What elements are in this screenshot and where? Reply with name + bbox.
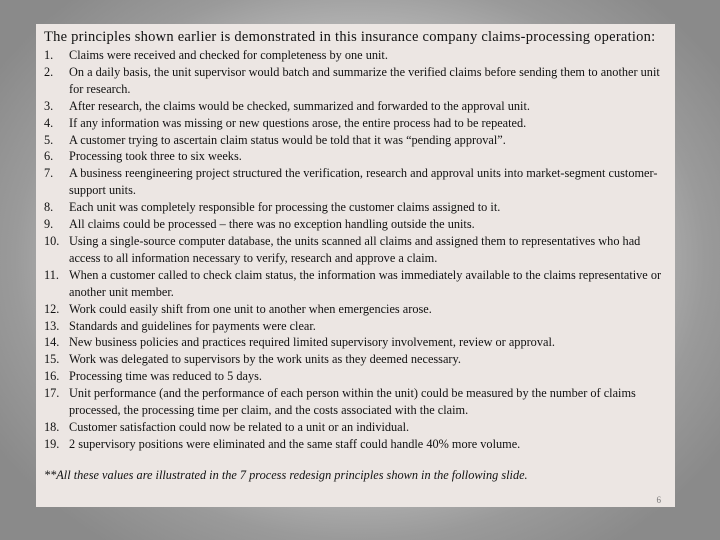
list-item-number: 14.: [44, 335, 60, 350]
list-item-number: 2.: [44, 64, 54, 79]
list-item: [44, 233, 675, 267]
list-item-text: Unit performance (and the performance of each person within the unit) could be measured by the number of claims processed, the processing time per claim, and the costs associated with the claim.: [69, 386, 636, 418]
list-item: [44, 98, 675, 115]
list-item-number: 9.: [44, 217, 54, 232]
list-item-text: Processing took three to six weeks.: [69, 149, 242, 164]
footnote: **All these values are illustrated in the 7 process redesign principles shown in the following slide.: [44, 467, 528, 482]
list-item-text: Processing time was reduced to 5 days.: [69, 369, 262, 384]
list-item: [44, 436, 675, 453]
list-item-text: When a customer called to check claim status, the information was immediately available to the claims representative or another unit member.: [69, 267, 662, 299]
list-item: [44, 216, 675, 233]
list-item-text: Work could easily shift from one unit to another when emergencies arose.: [69, 301, 432, 316]
list-item-text: Work was delegated to supervisors by the work units as they deemed necessary.: [69, 352, 461, 367]
list-item-text: A business reengineering project structured the verification, research and approval units into market-segment customer-support units.: [69, 166, 658, 198]
list-item-number: 12.: [44, 301, 60, 316]
list-item-number: 13.: [44, 318, 60, 333]
list-item-number: 19.: [44, 436, 60, 451]
intro-paragraph: The principles shown earlier is demonstrated in this insurance company claims-processing operation:: [44, 29, 656, 45]
list-item: [44, 385, 675, 419]
list-item-text: Customer satisfaction could now be related to a unit or an individual.: [69, 419, 410, 434]
list-item-number: 5.: [44, 132, 54, 147]
list-item: [44, 199, 675, 216]
list-item-text: On a daily basis, the unit supervisor would batch and summarize the verified claims before sending them to another unit for research.: [69, 64, 660, 96]
list-item-number: 1.: [44, 48, 54, 62]
list-item-text: All claims could be processed – there was no exception handling outside the units.: [69, 217, 475, 232]
list-item: [44, 419, 675, 436]
list-item-text: After research, the claims would be checked, summarized and forwarded to the approval unit.: [69, 98, 530, 113]
list-item: [44, 64, 675, 98]
list-item: [44, 301, 675, 318]
list-item-number: 17.: [44, 386, 60, 401]
list-item: [44, 148, 675, 165]
list-item-text: Claims were received and checked for completeness by one unit.: [69, 48, 388, 62]
list-item-number: 16.: [44, 369, 60, 384]
list-item: [44, 318, 675, 335]
list-item: [44, 351, 675, 368]
list-item-number: 7.: [44, 166, 54, 181]
list-item-number: 4.: [44, 115, 54, 130]
list-item-text: Each unit was completely responsible for processing the customer claims assigned to it.: [69, 200, 501, 215]
list-item-text: If any information was missing or new questions arose, the entire process had to be repeated.: [69, 115, 527, 130]
list-item-text: Standards and guidelines for payments were clear.: [69, 318, 316, 333]
list-item-number: 11.: [44, 267, 59, 282]
list-item: [44, 334, 675, 351]
list-item-number: 18.: [44, 419, 60, 434]
list-item-number: 6.: [44, 149, 54, 164]
list-item: [44, 47, 675, 64]
list-item-text: A customer trying to ascertain claim status would be told that it was “pending approval”.: [69, 132, 506, 147]
list-item-text: New business policies and practices required limited supervisory involvement, review or approval.: [69, 335, 555, 350]
list-item: [44, 267, 675, 301]
list-item-number: 8.: [44, 200, 54, 215]
list-item: [44, 132, 675, 149]
list-item: [44, 368, 675, 385]
list-item-number: 10.: [44, 233, 60, 248]
list-item-number: 3.: [44, 98, 54, 113]
slide-number: 6: [656, 495, 661, 505]
list-item: [44, 165, 675, 199]
content-panel: [36, 24, 675, 507]
list-item-number: 15.: [44, 352, 60, 367]
list-item-text: Using a single-source computer database, the units scanned all claims and assigned them to representatives who had access to all information necessary to verify, research and approve a claim.: [69, 233, 641, 265]
list-item-text: 2 supervisory positions were eliminated and the same staff could handle 40% more volume.: [69, 436, 521, 451]
list-item: [44, 115, 675, 132]
numbered-list: [44, 47, 675, 453]
